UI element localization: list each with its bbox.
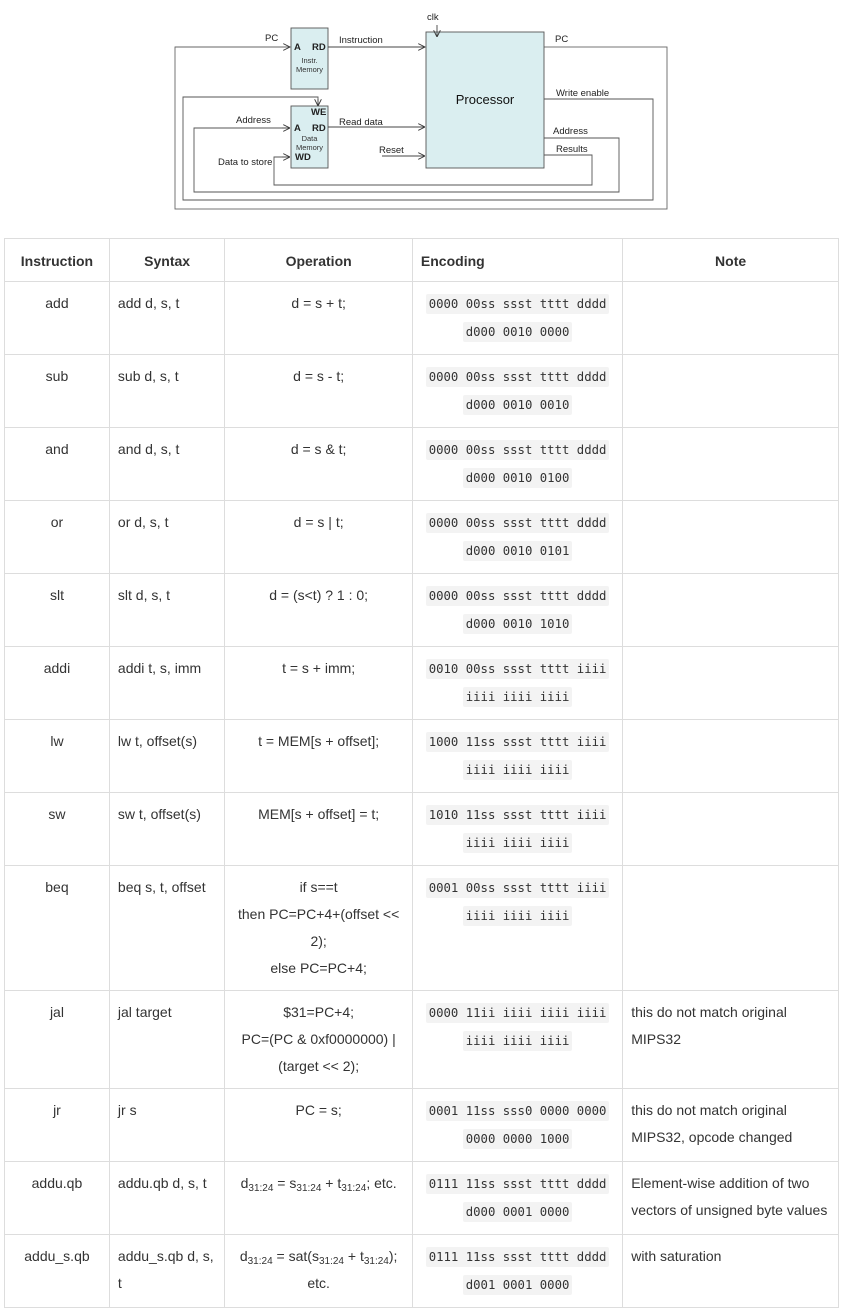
encoding-cell — [412, 1089, 622, 1162]
dmem-rd-label: RD — [312, 123, 326, 134]
op-eq: = sat( — [272, 1248, 312, 1264]
operation-line: MEM[s + offset] = t; — [258, 806, 380, 822]
op-etc: etc. — [307, 1275, 330, 1291]
operation-expression — [240, 1248, 398, 1291]
address-in-label: Address — [236, 115, 271, 126]
encoding-cell — [412, 574, 622, 647]
dmem-we-label: WE — [311, 107, 327, 118]
header-encoding: Encoding — [412, 239, 622, 282]
imem-title-line1: Instr. — [301, 56, 318, 65]
reset-label: Reset — [379, 145, 404, 156]
operation-cell — [225, 793, 413, 866]
operation-line: if s==t — [299, 879, 338, 895]
op-var-s: s — [289, 1175, 297, 1191]
operation-line: PC = s; — [295, 1102, 342, 1118]
note-cell — [623, 720, 839, 793]
syntax-cell: slt d, s, t — [109, 574, 224, 647]
encoding-code: 0000 00ss ssst tttt dddd d000 0010 0010 — [426, 367, 610, 415]
syntax-cell: addu_s.qb d, s, t — [109, 1235, 224, 1308]
address-out-label: Address — [553, 126, 588, 137]
table-row — [5, 355, 839, 428]
operation-line: $31=PC+4; — [283, 1004, 355, 1020]
diagram-wires — [0, 0, 843, 220]
imem-title-line2: Memory — [295, 65, 324, 74]
op-range: 31:24 — [363, 1256, 389, 1267]
instruction-cell: jal — [5, 991, 110, 1089]
table-row — [5, 720, 839, 793]
encoding-cell — [412, 428, 622, 501]
instruction-cell: and — [5, 428, 110, 501]
syntax-cell: add d, s, t — [109, 282, 224, 355]
op-var-t: t — [359, 1248, 364, 1264]
header-operation: Operation — [225, 239, 413, 282]
instruction-cell: addu_s.qb — [5, 1235, 110, 1308]
op-range: 31:24 — [248, 1183, 274, 1194]
dmem-title — [291, 134, 328, 152]
dmem-title-line2: Memory — [295, 143, 324, 152]
header-syntax: Syntax — [109, 239, 224, 282]
processor-label: Processor — [455, 92, 515, 107]
note-cell — [623, 866, 839, 991]
operation-line: then PC=PC+4+(offset << 2); — [238, 906, 400, 949]
encoding-code: 0000 00ss ssst tttt dddd d000 0010 1010 — [426, 586, 610, 634]
op-tail: ; — [366, 1175, 371, 1191]
encoding-cell — [412, 991, 622, 1089]
table-row — [5, 501, 839, 574]
operation-expression — [240, 1175, 397, 1194]
encoding-code: 0111 11ss ssst tttt dddd d001 0001 0000 — [426, 1247, 610, 1295]
note-cell — [623, 647, 839, 720]
operation-cell — [225, 991, 413, 1089]
results-label: Results — [556, 144, 588, 155]
dmem-a-label: A — [294, 123, 301, 134]
operation-cell — [225, 574, 413, 647]
syntax-cell: and d, s, t — [109, 428, 224, 501]
instruction-label: Instruction — [339, 35, 383, 46]
clk-label: clk — [427, 12, 439, 23]
operation-cell — [225, 355, 413, 428]
note-cell — [623, 793, 839, 866]
table-body — [5, 282, 839, 1308]
syntax-cell: addi t, s, imm — [109, 647, 224, 720]
op-var-d: d — [240, 1175, 249, 1191]
operation-line: else PC=PC+4; — [270, 960, 367, 976]
instruction-table — [4, 238, 839, 1308]
op-var-t: t — [337, 1175, 342, 1191]
syntax-cell: jal target — [109, 991, 224, 1089]
table-row — [5, 1235, 839, 1308]
instruction-cell: beq — [5, 866, 110, 991]
operation-cell — [225, 282, 413, 355]
syntax-cell: beq s, t, offset — [109, 866, 224, 991]
operation-cell — [225, 866, 413, 991]
encoding-cell — [412, 793, 622, 866]
operation-line: d = s & t; — [290, 441, 347, 457]
header-instruction: Instruction — [5, 239, 110, 282]
data-to-store-label: Data to store — [218, 157, 273, 168]
table-header-row — [5, 239, 839, 282]
encoding-cell — [412, 720, 622, 793]
dmem-wd-label: WD — [295, 152, 311, 163]
pc-input-label: PC — [265, 33, 279, 44]
datapath-diagram — [0, 0, 843, 220]
encoding-code: 0000 00ss ssst tttt dddd d000 0010 0000 — [426, 294, 610, 342]
encoding-code: 0111 11ss ssst tttt dddd d000 0001 0000 — [426, 1174, 610, 1222]
table-row — [5, 793, 839, 866]
note-cell — [623, 282, 839, 355]
encoding-cell — [412, 282, 622, 355]
instruction-cell: sub — [5, 355, 110, 428]
table-row — [5, 991, 839, 1089]
encoding-cell — [412, 866, 622, 991]
table-row — [5, 1089, 839, 1162]
syntax-cell: or d, s, t — [109, 501, 224, 574]
encoding-cell — [412, 1235, 622, 1308]
encoding-code: 1000 11ss ssst tttt iiii iiii iiii iiii — [426, 732, 610, 780]
encoding-code: 0000 00ss ssst tttt dddd d000 0010 0101 — [426, 513, 610, 561]
note-cell: with saturation — [623, 1235, 839, 1308]
instruction-cell: sw — [5, 793, 110, 866]
instruction-cell: add — [5, 282, 110, 355]
note-cell: this do not match original MIPS32, opcode changed — [623, 1089, 839, 1162]
read-data-label: Read data — [339, 117, 383, 128]
operation-cell — [225, 1162, 413, 1235]
encoding-cell — [412, 355, 622, 428]
operation-line: t = MEM[s + offset]; — [258, 733, 380, 749]
table-row — [5, 574, 839, 647]
encoding-code: 1010 11ss ssst tttt iiii iiii iiii iiii — [426, 805, 610, 853]
operation-line: d = (s<t) ? 1 : 0; — [269, 587, 369, 603]
syntax-cell: jr s — [109, 1089, 224, 1162]
encoding-code: 0001 11ss sss0 0000 0000 0000 0000 1000 — [426, 1101, 610, 1149]
operation-line: d = s + t; — [291, 295, 346, 311]
imem-title — [291, 56, 328, 74]
encoding-code: 0010 00ss ssst tttt iiii iiii iiii iiii — [426, 659, 610, 707]
op-tail: ); — [388, 1248, 398, 1264]
instruction-cell: or — [5, 501, 110, 574]
instruction-cell: jr — [5, 1089, 110, 1162]
instruction-cell: slt — [5, 574, 110, 647]
op-range: 31:24 — [296, 1183, 322, 1194]
write-enable-label: Write enable — [556, 88, 610, 99]
operation-line: d = s - t; — [293, 368, 345, 384]
operation-cell — [225, 1089, 413, 1162]
syntax-cell: sw t, offset(s) — [109, 793, 224, 866]
operation-cell — [225, 1235, 413, 1308]
op-var-s: s — [311, 1248, 319, 1264]
dmem-title-line1: Data — [301, 134, 318, 143]
encoding-code: 0000 11ii iiii iiii iiii iiii iiii iiii — [426, 1003, 610, 1051]
encoding-cell — [412, 1162, 622, 1235]
op-eq: = — [273, 1175, 290, 1191]
instruction-cell: addu.qb — [5, 1162, 110, 1235]
encoding-code: 0001 00ss ssst tttt iiii iiii iiii iiii — [426, 878, 610, 926]
syntax-cell: lw t, offset(s) — [109, 720, 224, 793]
note-cell — [623, 355, 839, 428]
operation-cell — [225, 647, 413, 720]
op-plus: + — [343, 1248, 360, 1264]
note-cell: Element-wise addition of two vectors of unsigned byte values — [623, 1162, 839, 1235]
op-plus: + — [321, 1175, 338, 1191]
encoding-code: 0000 00ss ssst tttt dddd d000 0010 0100 — [426, 440, 610, 488]
encoding-cell — [412, 647, 622, 720]
instruction-cell: lw — [5, 720, 110, 793]
imem-a-label: A — [294, 42, 301, 53]
operation-cell — [225, 428, 413, 501]
operation-cell — [225, 501, 413, 574]
operation-cell — [225, 720, 413, 793]
operation-line: PC=(PC & 0xf0000000) | (target << 2); — [241, 1031, 396, 1074]
table-row — [5, 866, 839, 991]
syntax-cell: addu.qb d, s, t — [109, 1162, 224, 1235]
table-row — [5, 428, 839, 501]
operation-line: d = s | t; — [293, 514, 344, 530]
note-cell — [623, 501, 839, 574]
table-row — [5, 1162, 839, 1235]
operation-line: t = s + imm; — [282, 660, 356, 676]
op-range: 31:24 — [318, 1256, 344, 1267]
op-etc: etc. — [374, 1175, 397, 1191]
header-note: Note — [623, 239, 839, 282]
op-range: 31:24 — [247, 1256, 273, 1267]
op-var-d: d — [239, 1248, 248, 1264]
table-row — [5, 647, 839, 720]
note-cell — [623, 574, 839, 647]
imem-rd-label: RD — [312, 42, 326, 53]
syntax-cell: sub d, s, t — [109, 355, 224, 428]
note-cell: this do not match original MIPS32 — [623, 991, 839, 1089]
encoding-cell — [412, 501, 622, 574]
pc-output-label: PC — [555, 34, 569, 45]
note-cell — [623, 428, 839, 501]
instruction-cell: addi — [5, 647, 110, 720]
op-range: 31:24 — [341, 1183, 367, 1194]
table-row — [5, 282, 839, 355]
